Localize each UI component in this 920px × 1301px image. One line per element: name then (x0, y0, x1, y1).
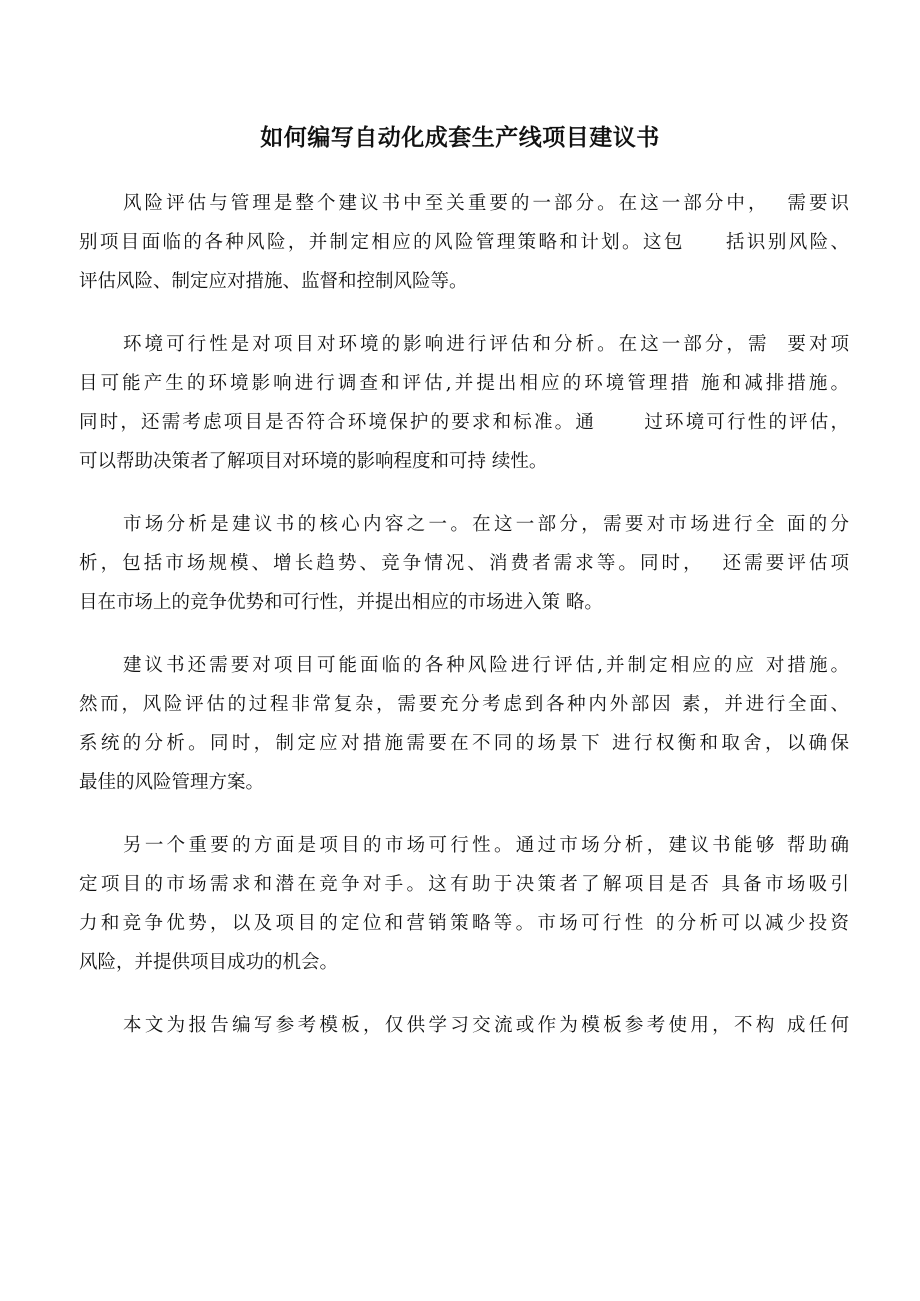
paragraph-line: 定项目的市场需求和潜在竞争对手。这有助于决策者了解项目是否 具备市场吸引 (79, 874, 849, 895)
paragraph-line: 同时，还需考虑项目是否符合环境保护的要求和标准。通 过环境可行性的评估， (79, 412, 849, 433)
paragraph-line: 市场分析是建议书的核心内容之一。在这一部分，需要对市场进行全 面的分 (123, 514, 849, 535)
paragraph-line: 力和竞争优势，以及项目的定位和营销策略等。市场可行性 的分析可以减少投资 (79, 913, 849, 934)
paragraph-line: 目在市场上的竞争优势和可行性，并提出相应的市场进入策 略。 (79, 592, 603, 613)
paragraph-market-feasibility (79, 826, 849, 982)
paragraph-line: 最佳的风险管理方案。 (79, 772, 265, 793)
document-body (79, 184, 849, 1069)
paragraph-line: 风险评估与管理是整个建议书中至关重要的一部分。在这一部分中， 需要识 (123, 193, 849, 214)
paragraph-line: 风险，并提供项目成功的机会。 (79, 952, 339, 973)
paragraph-line: 然而，风险评估的过程非常复杂，需要充分考虑到各种内外部因 素，并进行全面、 (79, 694, 849, 715)
paragraph-environmental-feasibility (79, 325, 849, 481)
paragraph-risk-assessment (79, 646, 849, 802)
paragraph-line: 评估风险、制定应对措施、监督和控制风险等。 (79, 271, 468, 292)
paragraph-line: 可以帮助决策者了解项目对环境的影响程度和可持 续性。 (79, 451, 548, 472)
paragraph-line: 系统的分析。同时，制定应对措施需要在不同的场景下 进行权衡和取舍，以确保 (79, 733, 849, 754)
paragraph-line: 建议书还需要对项目可能面临的各种风险进行评估,并制定相应的应 对措施。 (123, 655, 849, 676)
document-title: 如何编写自动化成套生产线项目建议书 (260, 125, 660, 151)
paragraph-line: 析，包括市场规模、增长趋势、竞争情况、消费者需求等。同时， 还需要评估项 (79, 553, 849, 574)
paragraph-line: 目可能产生的环境影响进行调查和评估,并提出相应的环境管理措 施和减排措施。 (79, 373, 849, 394)
paragraph-disclaimer (79, 1006, 849, 1045)
paragraph-market-analysis (79, 505, 849, 622)
paragraph-line: 本文为报告编写参考模板，仅供学习交流或作为模板参考使用，不构 成任何 (123, 1015, 849, 1036)
paragraph-risk-management (79, 184, 849, 301)
paragraph-line: 环境可行性是对项目对环境的影响进行评估和分析。在这一部分，需 要对项 (123, 334, 849, 355)
paragraph-line: 另一个重要的方面是项目的市场可行性。通过市场分析，建议书能够 帮助确 (123, 835, 849, 856)
paragraph-line: 别项目面临的各种风险，并制定相应的风险管理策略和计划。这包 括识别风险、 (79, 232, 849, 253)
